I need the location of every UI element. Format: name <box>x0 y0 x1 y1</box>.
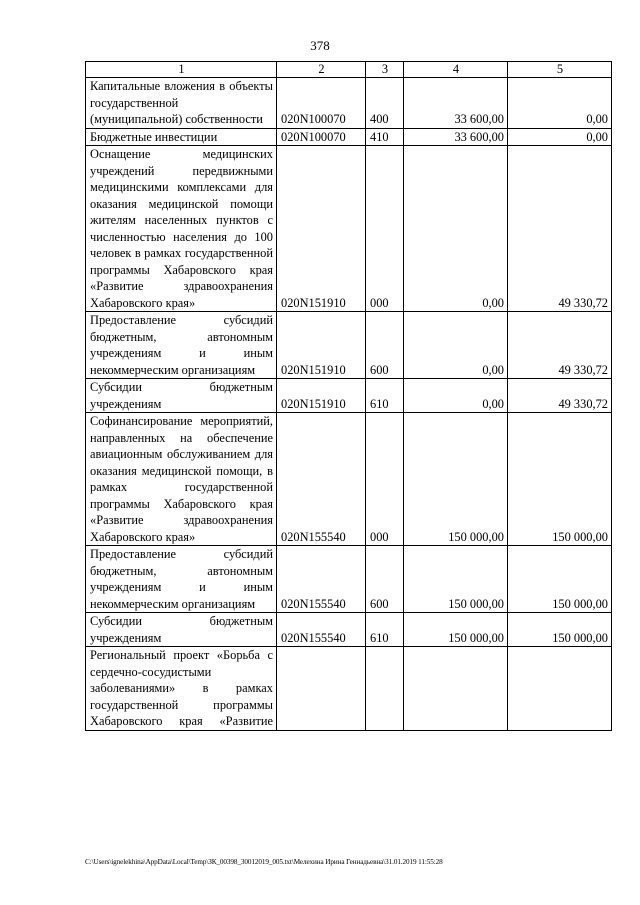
table-header-row <box>86 62 612 78</box>
row-sum-2: 0,00 <box>508 78 612 129</box>
row-sum-1: 0,00 <box>404 146 508 312</box>
table-row <box>86 613 612 647</box>
row-code: 020N151910 <box>277 146 366 312</box>
row-sum-1: 33 600,00 <box>404 128 508 146</box>
row-name: Предоставление субсидий бюджетным, автономным учреждениям и иным некоммерческим организациям <box>86 546 277 613</box>
table-row <box>86 647 612 731</box>
header-cell: 4 <box>404 62 508 78</box>
row-sum-2: 150 000,00 <box>508 413 612 546</box>
table-row <box>86 546 612 613</box>
page-number: 378 <box>310 38 330 53</box>
header-cell: 2 <box>277 62 366 78</box>
row-name: Капитальные вложения в объекты государственной (муниципальной) собственности <box>86 78 277 129</box>
row-code: 020N155540 <box>277 413 366 546</box>
header-cell: 1 <box>86 62 277 78</box>
row-name: Оснащение медицинских учреждений передвижными медицинскими комплексами для оказания медицинской помощи жителям населенных пунктов с численностью населения до 100 человек в рамках государственной программы Хабаровского края «Развитие здравоохранения Хабаровского края» <box>86 146 277 312</box>
row-expense-type: 410 <box>366 128 404 146</box>
row-code: 020N155540 <box>277 546 366 613</box>
row-sum-1: 150 000,00 <box>404 546 508 613</box>
table-row <box>86 413 612 546</box>
row-name: Субсидии бюджетным учреждениям <box>86 613 277 647</box>
row-code: 020N100070 <box>277 128 366 146</box>
row-expense-type: 610 <box>366 379 404 413</box>
table-row <box>86 78 612 129</box>
row-name: Региональный проект «Борьба с сердечно-сосудистыми заболеваниями» в рамках государственной программы Хабаровского края «Развитие <box>86 647 277 731</box>
row-code <box>277 647 366 731</box>
row-name: Субсидии бюджетным учреждениям <box>86 379 277 413</box>
row-code: 020N151910 <box>277 379 366 413</box>
header-cell: 5 <box>508 62 612 78</box>
budget-table <box>85 61 612 731</box>
row-code: 020N151910 <box>277 312 366 379</box>
table-row <box>86 312 612 379</box>
row-name: Софинансирование мероприятий, направленных на обеспечение авиационным обслуживанием для оказания медицинской помощи, в рамках государственной программы Хабаровского края «Развитие здравоохранения Хабаровского края» <box>86 413 277 546</box>
header-cell: 3 <box>366 62 404 78</box>
row-expense-type <box>366 647 404 731</box>
row-sum-2: 49 330,72 <box>508 146 612 312</box>
row-sum-1: 150 000,00 <box>404 413 508 546</box>
table-row <box>86 146 612 312</box>
row-sum-1: 0,00 <box>404 312 508 379</box>
row-sum-1: 150 000,00 <box>404 613 508 647</box>
row-sum-2: 0,00 <box>508 128 612 146</box>
row-code: 020N155540 <box>277 613 366 647</box>
table-row <box>86 128 612 146</box>
row-name: Предоставление субсидий бюджетным, автономным учреждениям и иным некоммерческим организациям <box>86 312 277 379</box>
row-sum-1: 0,00 <box>404 379 508 413</box>
file-path-footer: C:\Users\ignelekhina\AppData\Local\Temp\ЗК_00398_30012019_005.txt\Мелехина Ирина Геннадьевна\31.01.2019 11:55:28 <box>85 858 443 866</box>
row-sum-1 <box>404 647 508 731</box>
row-code: 020N100070 <box>277 78 366 129</box>
row-sum-2: 150 000,00 <box>508 613 612 647</box>
row-expense-type: 400 <box>366 78 404 129</box>
row-sum-2: 49 330,72 <box>508 312 612 379</box>
row-expense-type: 600 <box>366 312 404 379</box>
row-sum-2: 49 330,72 <box>508 379 612 413</box>
row-sum-2: 150 000,00 <box>508 546 612 613</box>
table-row <box>86 379 612 413</box>
row-name: Бюджетные инвестиции <box>86 128 277 146</box>
row-sum-2 <box>508 647 612 731</box>
row-expense-type: 600 <box>366 546 404 613</box>
row-sum-1: 33 600,00 <box>404 78 508 129</box>
row-expense-type: 610 <box>366 613 404 647</box>
row-expense-type: 000 <box>366 146 404 312</box>
row-expense-type: 000 <box>366 413 404 546</box>
